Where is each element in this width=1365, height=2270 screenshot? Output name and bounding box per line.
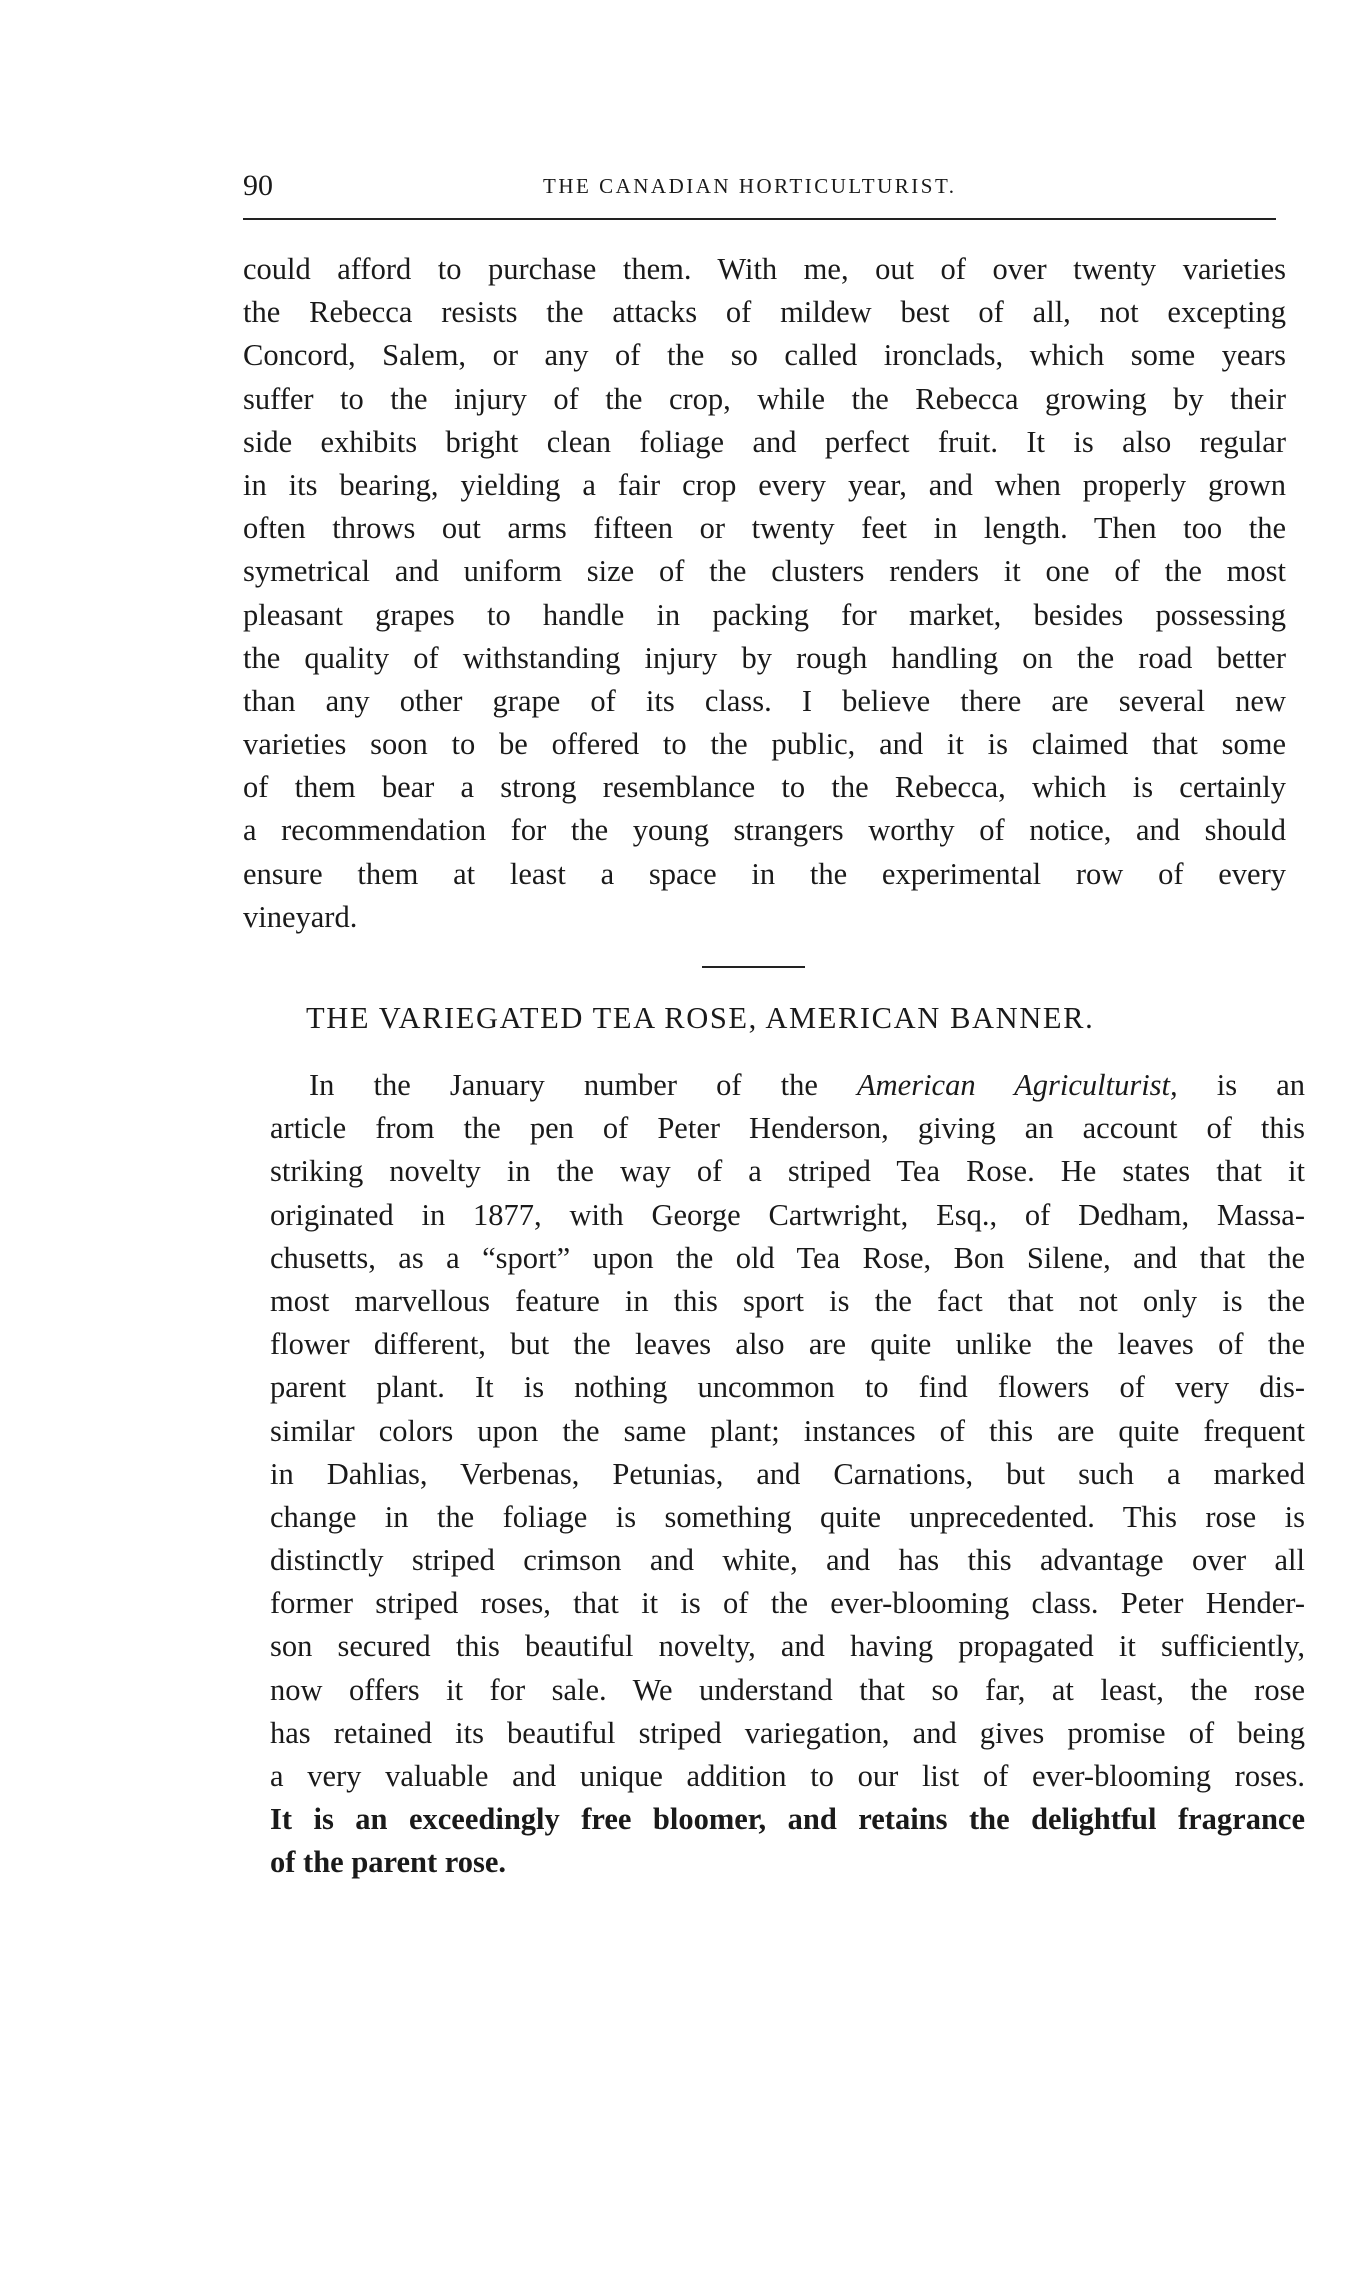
text-line: originated in 1877, with George Cartwright, Esq., of Dedham, Massa- [270,1197,1305,1232]
text-line: ensure them at least a space in the experimental row of every [243,856,1286,891]
publication-name: American Agriculturist, [857,1068,1178,1102]
text-line: similar colors upon the same plant; instances of this are quite frequent [270,1413,1305,1448]
running-title: THE CANADIAN HORTICULTURIST. [543,174,957,198]
text-line: most marvellous feature in this sport is the fact that not only is the [270,1283,1305,1318]
text-line: symetrical and uniform size of the clusters renders it one of the most [243,554,1286,589]
text-line: article from the pen of Peter Henderson, giving an account of this [270,1111,1305,1146]
article-title: THE VARIEGATED TEA ROSE, AMERICAN BANNER. [306,1001,1095,1035]
text-line-last: of the parent rose. [270,1845,507,1880]
text-line: now offers it for sale. We understand that so far, at least, the rose [270,1672,1305,1707]
text-line: in Dahlias, Verbenas, Petunias, and Carnations, but such a marked [270,1456,1305,1491]
article-body [270,1064,1305,1885]
page-header [243,166,1273,206]
text-line: Concord, Salem, or any of the so called ironclads, which some years [243,338,1286,373]
continued-paragraph [243,248,1286,939]
text-line: chusetts, as a “sport” upon the old Tea Rose, Bon Silene, and that the [270,1240,1305,1275]
intro-text: In the January number of the [309,1068,818,1102]
text-line: in its bearing, yielding a fair crop every year, and when properly grown [243,467,1286,502]
text-line: than any other grape of its class. I believe there are several new [243,683,1286,718]
text-line: change in the foliage is something quite unprecedented. This rose is [270,1499,1305,1534]
text-line: has retained its beautiful striped variegation, and gives promise of being [270,1715,1305,1750]
intro-text-end: is an [1216,1068,1306,1102]
text-line: striking novelty in the way of a striped Tea Rose. He states that it [270,1154,1305,1189]
page-number: 90 [243,169,273,202]
text-line: It is an exceedingly free bloomer, and retains the delightful fragrance [270,1802,1305,1837]
text-line: parent plant. It is nothing uncommon to find flowers of very dis- [270,1370,1305,1405]
text-line: side exhibits bright clean foliage and perfect fruit. It is also regular [243,424,1286,459]
section-divider [702,966,805,968]
text-line: distinctly striped crimson and white, and has this advantage over all [270,1543,1305,1578]
text-line: the quality of withstanding injury by rough handling on the road better [243,640,1286,675]
header-rule [243,218,1276,220]
text-line: suffer to the injury of the crop, while the Rebecca growing by their [243,381,1286,416]
text-line: pleasant grapes to handle in packing for market, besides possessing [243,597,1286,632]
text-line: flower different, but the leaves also are quite unlike the leaves of the [270,1327,1305,1362]
text-line: the Rebecca resists the attacks of mildew best of all, not excepting [243,295,1286,330]
text-line: son secured this beautiful novelty, and having propagated it sufficiently, [270,1629,1305,1664]
text-line: a recommendation for the young strangers worthy of notice, and should [243,813,1286,848]
text-line: varieties soon to be offered to the public, and it is claimed that some [243,727,1286,762]
text-line: of them bear a strong resemblance to the Rebecca, which is certainly [243,770,1286,805]
text-line: vineyard. [243,899,358,934]
text-line: former striped roses, that it is of the ever-blooming class. Peter Hender- [270,1586,1305,1621]
text-line: could afford to purchase them. With me, out of over twenty varieties [243,252,1286,286]
text-line: often throws out arms fifteen or twenty feet in length. Then too the [243,511,1286,546]
text-line-first [270,1064,1305,1107]
text-line: a very valuable and unique addition to our list of ever-blooming roses. [270,1759,1305,1793]
